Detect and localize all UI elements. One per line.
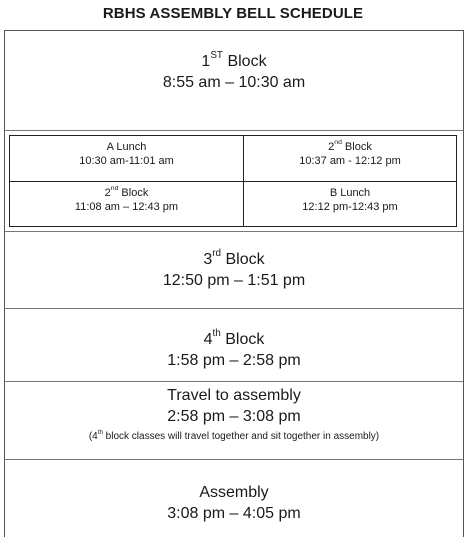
row-divider — [5, 231, 463, 232]
lunch-grid — [9, 135, 457, 227]
second-block-a-time: 11:08 am – 12:43 pm — [74, 201, 179, 213]
second-block-b-label: 2nd Block — [328, 139, 372, 153]
fourth-block-time: 1:58 pm – 2:58 pm — [167, 352, 301, 369]
fourth-block-row — [5, 329, 463, 372]
travel-time: 2:58 pm – 3:08 pm — [167, 408, 301, 425]
a-lunch-time: 10:30 am-11:01 am — [79, 155, 174, 167]
b-lunch-cell — [244, 186, 456, 214]
second-block-a-label: 2nd Block — [104, 185, 149, 199]
schedule-table — [4, 30, 464, 537]
second-block-b-time: 10:37 am - 12:12 pm — [299, 155, 401, 167]
row-divider — [5, 308, 463, 309]
first-block-time: 8:55 am – 10:30 am — [162, 74, 306, 91]
row-divider — [5, 459, 463, 460]
a-lunch-label: A Lunch — [106, 141, 147, 153]
first-block-label: 1ST Block — [201, 50, 267, 70]
row-divider — [5, 130, 463, 131]
row-divider — [5, 381, 463, 382]
second-block-b-cell — [244, 140, 456, 168]
a-lunch-cell — [10, 140, 243, 168]
travel-note: (4th block classes will travel together and sit together in assembly) — [88, 428, 380, 442]
page-title: RBHS ASSEMBLY BELL SCHEDULE — [102, 5, 364, 22]
b-lunch-label: B Lunch — [329, 187, 371, 199]
assembly-label: Assembly — [199, 484, 269, 501]
assembly-row — [5, 482, 463, 525]
fourth-block-label: 4th Block — [203, 328, 265, 348]
first-block-row — [5, 51, 463, 94]
second-block-a-cell — [10, 186, 243, 214]
third-block-row — [5, 249, 463, 292]
third-block-label: 3rd Block — [203, 248, 265, 268]
assembly-time: 3:08 pm – 4:05 pm — [167, 505, 301, 522]
travel-label: Travel to assembly — [167, 387, 301, 404]
grid-divider-horizontal — [10, 181, 456, 182]
travel-row — [5, 385, 463, 444]
b-lunch-time: 12:12 pm-12:43 pm — [302, 201, 398, 213]
third-block-time: 12:50 pm – 1:51 pm — [162, 272, 306, 289]
